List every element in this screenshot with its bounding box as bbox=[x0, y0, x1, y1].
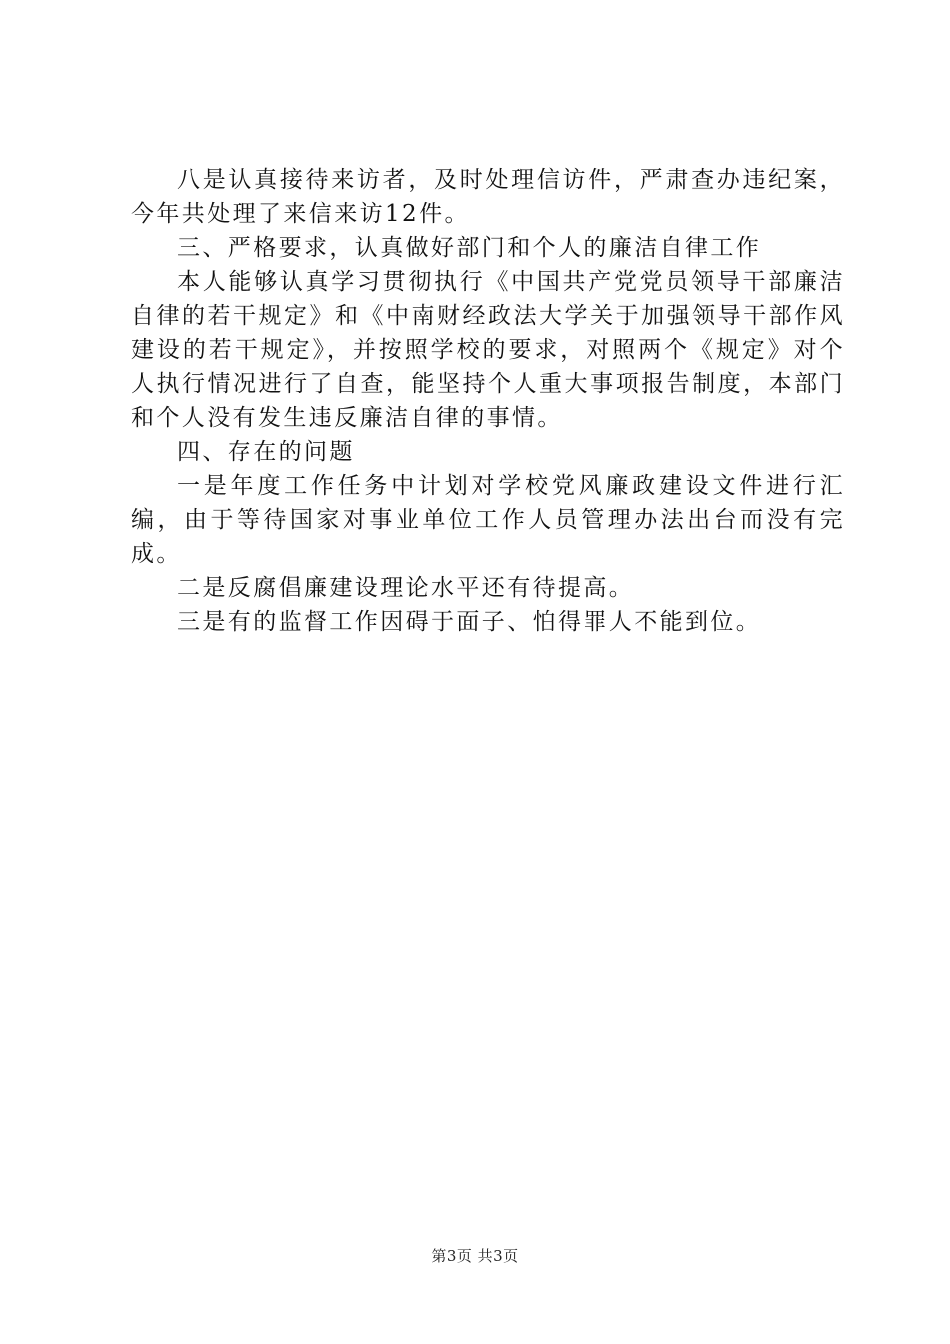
paragraph-problem-2: 二是反腐倡廉建设理论水平还有待提高。 bbox=[177, 575, 635, 601]
paragraph-self-discipline: 本人能够认真学习贯彻执行《中国共产党党员领导干部廉洁自律的若干规定》和《中南财经政法大学关于加强领导干部作风建设的若干规定》，并按照学校的要求，对照两个《规定》对个人执行情况进行了自查，能坚持个人重大事项报告制度，本部门和个人没有发生违反廉洁自律的事情。 bbox=[131, 269, 845, 431]
paragraph-problem-3: 三是有的监督工作因碍于面子、怕得罪人不能到位。 bbox=[177, 609, 762, 635]
section-heading-self-discipline: 三、严格要求，认真做好部门和个人的廉洁自律工作 bbox=[177, 235, 762, 261]
section-heading-problems: 四、存在的问题 bbox=[177, 439, 355, 465]
document-body bbox=[131, 163, 845, 639]
paragraph-item-8-reception: 八是认真接待来访者，及时处理信访件，严肃查办违纪案，今年共处理了来信来访12件。 bbox=[131, 167, 845, 227]
page-number-footer: 第3页 共3页 bbox=[431, 1247, 519, 1265]
paragraph-problem-1: 一是年度工作任务中计划对学校党风廉政建设文件进行汇编，由于等待国家对事业单位工作人员管理办法出台而没有完成。 bbox=[131, 473, 845, 567]
